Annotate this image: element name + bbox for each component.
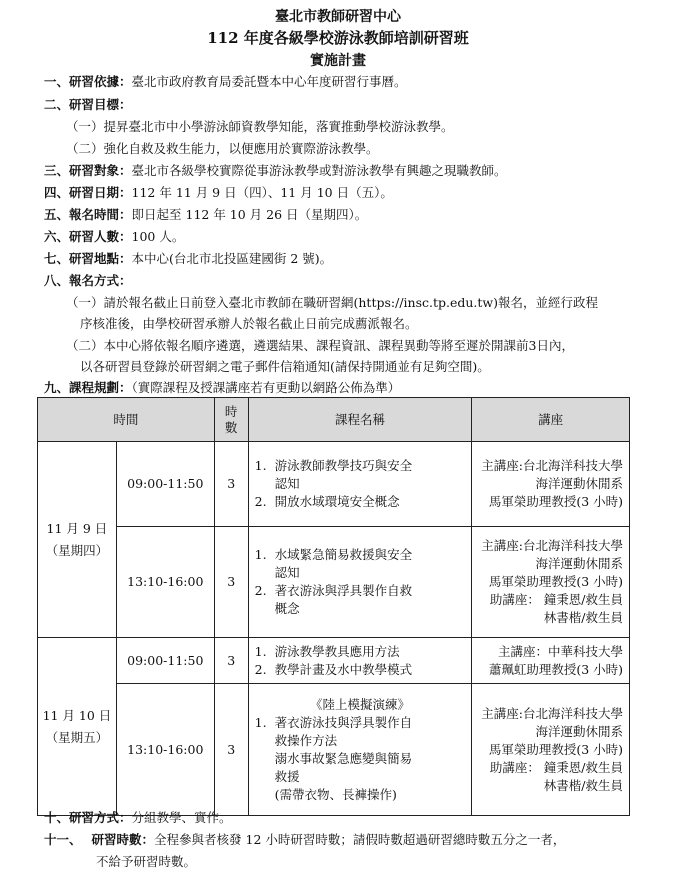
course-cell: 1. 游泳教師教學技巧與安全 認知 2. 開放水域環境安全概念 [248, 442, 472, 527]
time-cell: 09:00-11:50 [116, 638, 214, 684]
section-2-item-1: （一）提昇臺北市中小學游泳師資教學知能，落實推動學校游泳教學。 [66, 119, 454, 134]
table-row [38, 684, 630, 816]
header-time: 時間 [38, 398, 215, 442]
hours-cell: 3 [214, 684, 248, 816]
hours-cell: 3 [214, 442, 248, 527]
header-hours: 時 數 [214, 398, 248, 442]
course-cell: 1. 水域緊急簡易救援與安全 認知 2. 著衣游泳與浮具製作自救 概念 [248, 527, 472, 638]
lecturer-cell: 主講座：中華科技大學 蕭珮虹助理教授(3 小時) [472, 638, 630, 684]
section-6: 六、研習人數：100 人。 [44, 229, 185, 244]
program-title: 112 年度各級學校游泳教師培訓研習班 [207, 29, 469, 47]
section-7: 七、研習地點：本中心(台北市北投區建國街 2 號)。 [44, 251, 333, 266]
section-10: 十、研習方式：分組教學、實作。 [44, 810, 232, 825]
table-row [38, 527, 630, 638]
course-cell: 1. 游泳教學教具應用方法 2. 教學計畫及水中教學模式 [248, 638, 472, 684]
time-cell: 09:00-11:50 [116, 442, 214, 527]
section-9: 九、課程規劃：（實際課程及授課講座若有更動以網路公佈為準） [44, 380, 401, 395]
section-8-item-1-line-1: （一）請於報名截止日前登入臺北市教師在職研習網(https://insc.tp.edu.tw)報名，並經行政程 [66, 295, 598, 310]
day-cell: 11 月 9 日 （星期四） [38, 442, 117, 638]
hours-cell: 3 [214, 527, 248, 638]
table-row [38, 442, 630, 527]
time-cell: 13:10-16:00 [116, 684, 214, 816]
course-cell: 《陸上模擬演練》 1. 著衣游泳技與浮具製作自 救操作方法 溺水事故緊急應變與簡易 救援 (需帶衣物、長褲操作) [248, 684, 472, 816]
section-8-label: 八、報名方式： [44, 273, 132, 288]
section-2-item-2: （二）強化自救及救生能力，以便應用於實際游泳教學。 [66, 141, 379, 156]
section-5: 五、報名時間：即日起至 112 年 10 月 26 日（星期四）。 [44, 207, 368, 222]
section-8-item-2-line-1: （二）本中心將依報名順序遴選，遴選結果、課程資訊、課程異動等將至遲於開課前3日內， [66, 338, 574, 353]
center-name: 臺北市教師研習中心 [275, 9, 401, 25]
section-11-line-2: 不給予研習時數。 [96, 854, 197, 869]
section-8-item-2-line-2: 以各研習員登錄於研習網之電子郵件信箱通知(請保持開通並有足夠空間)。 [80, 359, 490, 374]
section-8-item-1-line-2: 序核准後，由學校研習承辦人於報名截止日前完成薦派報名。 [80, 316, 418, 331]
table-header-row [38, 398, 630, 442]
header-course: 課程名稱 [248, 398, 472, 442]
section-11: 十一、 研習時數：全程參與者核發 12 小時研習時數；請假時數超過研習總時數五分之一者， [44, 832, 566, 847]
section-3: 三、研習對象：臺北市各級學校實際從事游泳教學或對游泳教學有興趣之現職教師。 [44, 163, 507, 178]
lecturer-cell: 主講座:台北海洋科技大學 海洋運動休閒系 馬軍榮助理教授(3 小時) 助講座： 鐘秉恩/救生員 林書楷/救生員 [472, 684, 630, 816]
schedule-table [37, 397, 630, 816]
table-row [38, 638, 630, 684]
lecturer-cell: 主講座:台北海洋科技大學 海洋運動休閒系 馬軍榮助理教授(3 小時) [472, 442, 630, 527]
day-cell: 11 月 10 日 （星期五） [38, 638, 117, 816]
section-4: 四、研習日期：112 年 11 月 9 日（四）、11 月 10 日（五）。 [44, 185, 393, 200]
time-cell: 13:10-16:00 [116, 527, 214, 638]
section-2-label: 二、研習目標： [44, 97, 132, 112]
header-lecturer: 講座 [472, 398, 630, 442]
lecturer-cell: 主講座:台北海洋科技大學 海洋運動休閒系 馬軍榮助理教授(3 小時) 助講座： 鐘秉恩/救生員 林書楷/救生員 [472, 527, 630, 638]
hours-cell: 3 [214, 638, 248, 684]
plan-title: 實施計畫 [310, 53, 366, 69]
section-1: 一、研習依據：臺北市政府教育局委託暨本中心年度研習行事曆。 [44, 74, 407, 89]
